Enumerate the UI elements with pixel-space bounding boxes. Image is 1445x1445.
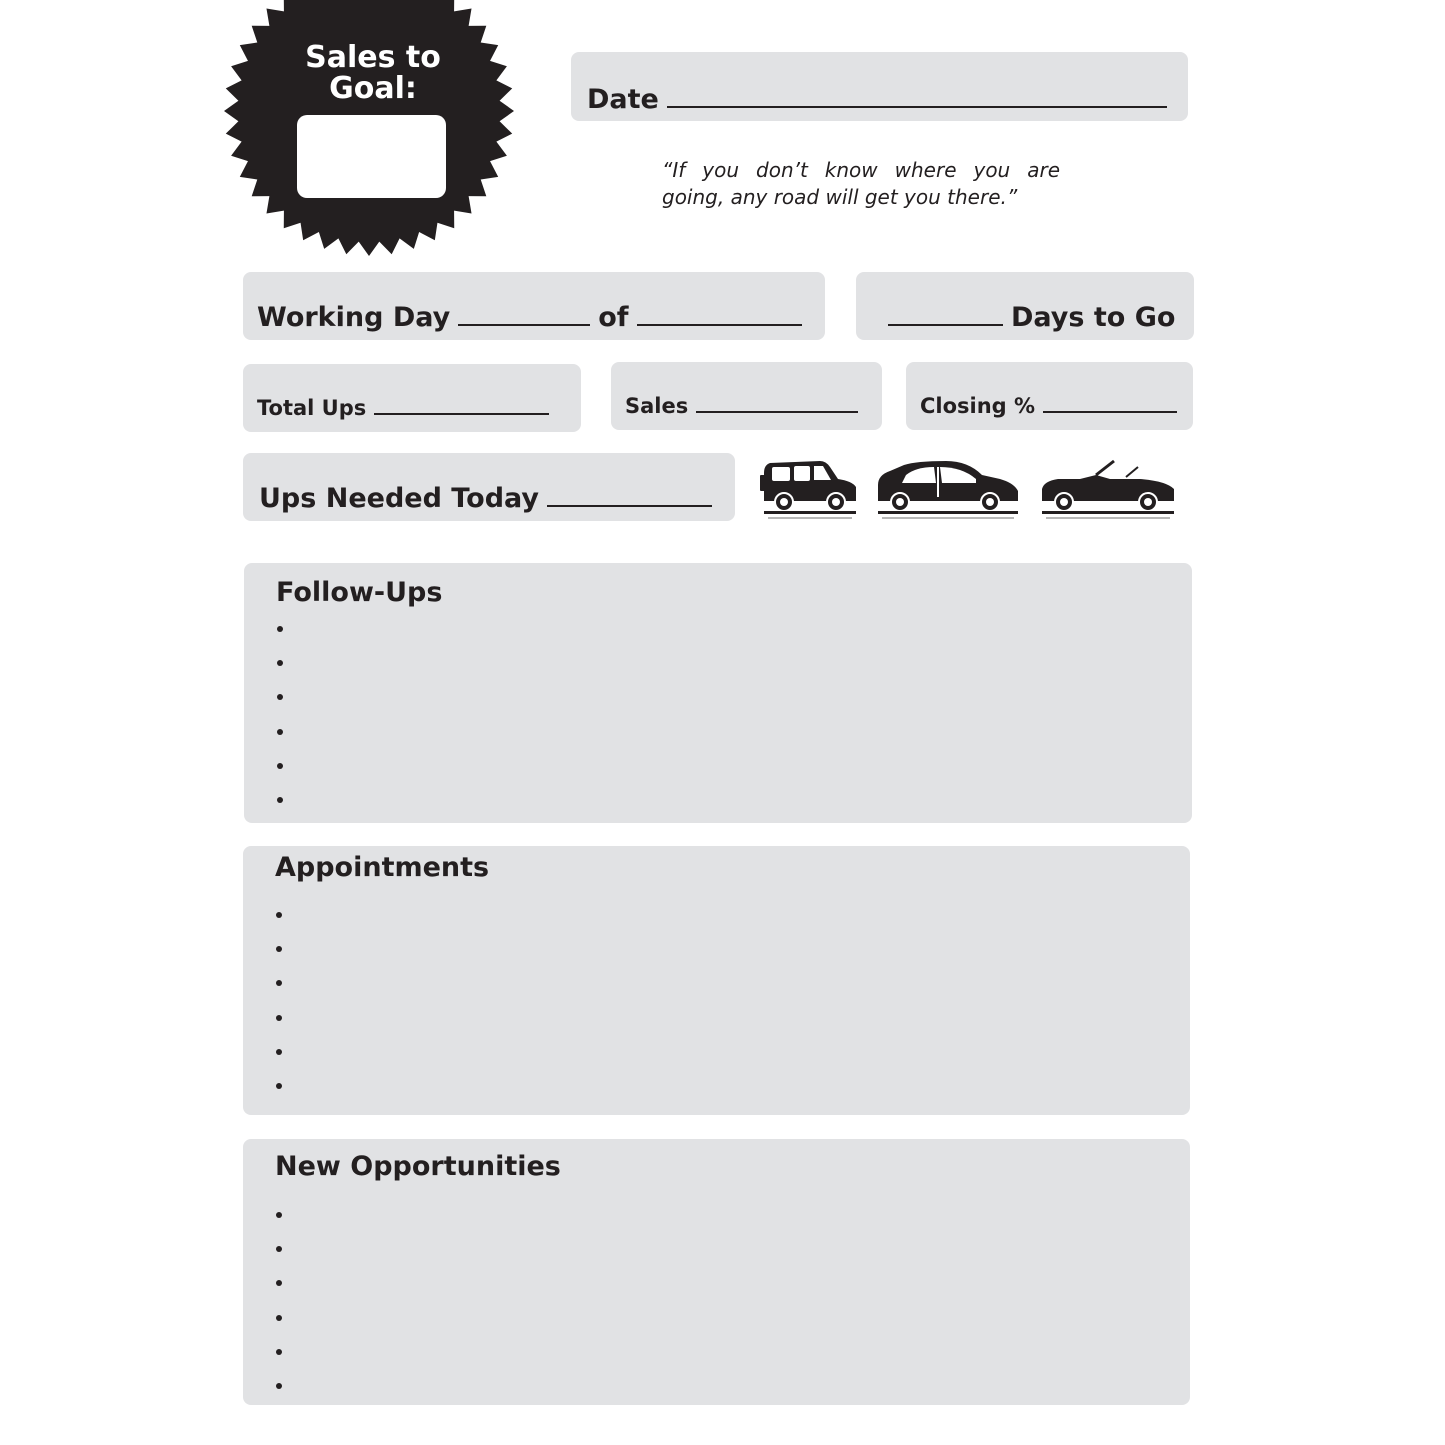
working-day-line[interactable] xyxy=(458,324,590,326)
working-day-box xyxy=(243,272,825,340)
date-line[interactable] xyxy=(667,106,1167,108)
working-day-of-label: of xyxy=(598,302,629,333)
sales-box xyxy=(611,362,882,430)
working-day-total-line[interactable] xyxy=(637,324,802,326)
closing-line[interactable] xyxy=(1043,411,1177,413)
date-label: Date xyxy=(587,84,659,115)
appointments-panel xyxy=(243,846,1190,1115)
convertible-icon xyxy=(1040,457,1176,521)
closing-box xyxy=(906,362,1193,430)
closing-field[interactable] xyxy=(920,394,1177,418)
sales-label: Sales xyxy=(625,394,689,418)
total-ups-label: Total Ups xyxy=(257,396,367,420)
sales-goal-title: Sales to Goal: xyxy=(305,40,441,106)
working-day-field[interactable] xyxy=(257,302,802,333)
follow-ups-title: Follow-Ups xyxy=(276,577,443,608)
total-ups-box xyxy=(243,364,581,432)
ups-needed-field[interactable] xyxy=(259,483,712,514)
new-opportunities-panel xyxy=(243,1139,1190,1405)
days-to-go-line[interactable] xyxy=(888,324,1003,326)
sales-field[interactable] xyxy=(625,394,858,418)
appointments-title: Appointments xyxy=(275,852,490,883)
working-day-label: Working Day xyxy=(257,302,451,333)
days-to-go-box xyxy=(856,272,1194,340)
ups-needed-label: Ups Needed Today xyxy=(259,483,540,514)
ups-needed-box xyxy=(243,453,735,521)
sales-goal-input-box[interactable] xyxy=(297,115,446,198)
days-to-go-label: Days to Go xyxy=(1011,302,1176,333)
new-opportunities-title: New Opportunities xyxy=(275,1151,561,1182)
date-field[interactable] xyxy=(587,84,1167,115)
total-ups-line[interactable] xyxy=(374,413,549,415)
motivational-quote: “If you don’t know where you are going, any road will get you there.” xyxy=(662,158,1060,209)
days-to-go-field[interactable] xyxy=(888,302,1175,333)
ups-needed-line[interactable] xyxy=(547,505,712,507)
total-ups-field[interactable] xyxy=(257,396,549,420)
suv-icon xyxy=(760,457,860,521)
sales-line[interactable] xyxy=(696,411,858,413)
date-box xyxy=(571,52,1188,121)
follow-ups-panel xyxy=(244,563,1192,823)
hatchback-icon xyxy=(876,457,1020,521)
closing-label: Closing % xyxy=(920,394,1036,418)
